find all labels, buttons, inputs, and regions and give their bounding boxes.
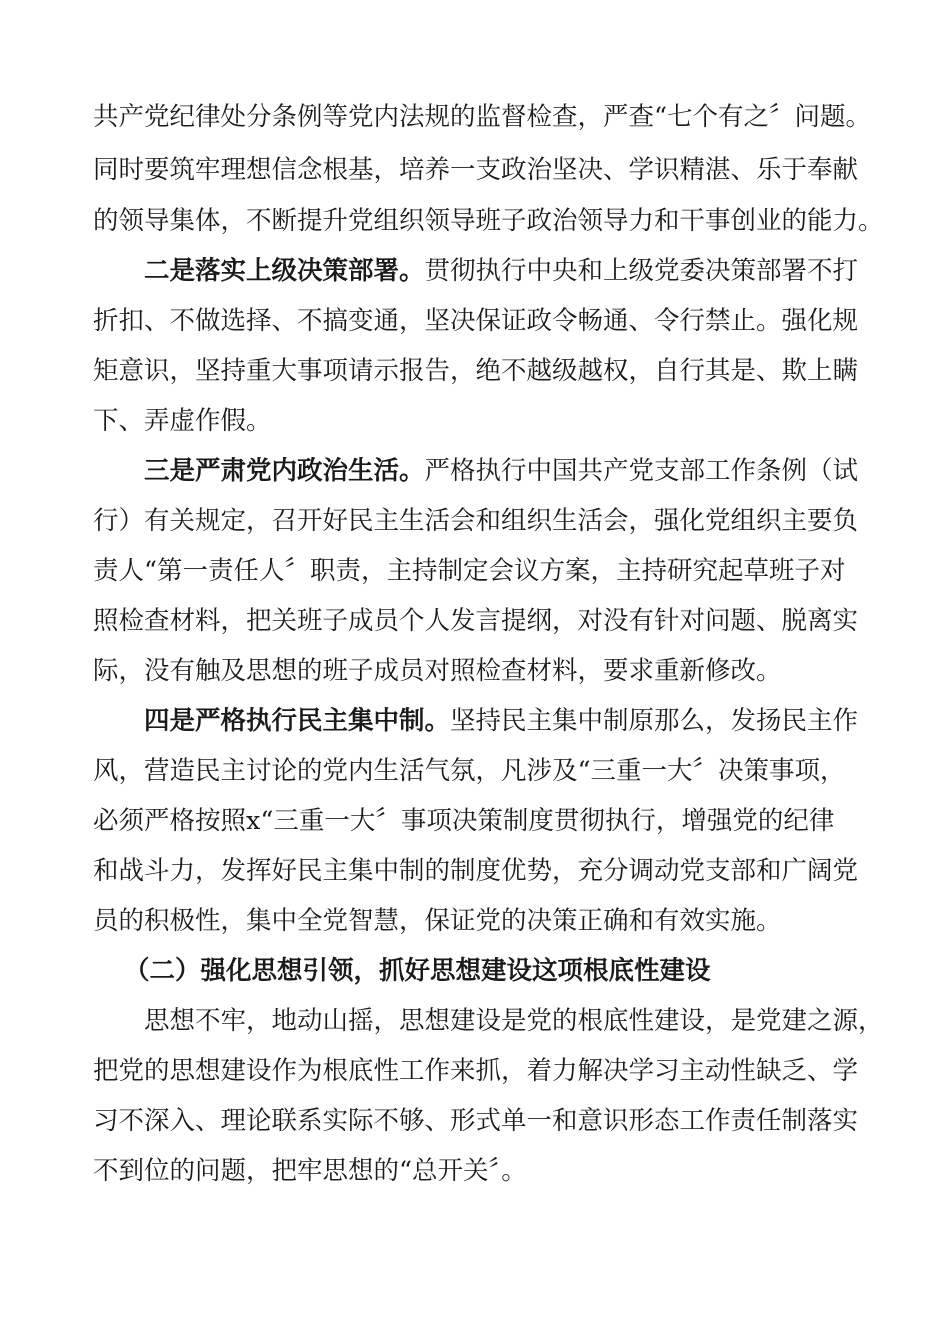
paragraph-4-line-3: 必须严格按照x“三重一大〞事项决策制度贯彻执行，增强党的纪律 bbox=[93, 806, 835, 836]
paragraph-4-line-2: 风，营造民主讨论的党内生活气氛，凡涉及“三重一大〞决策事项， bbox=[93, 756, 846, 786]
paragraph-3-line-3: 责人“第一责任人〞职责，主持制定会议方案，主持研究起草班子对 bbox=[93, 556, 846, 586]
paragraph-4-line-5: 员的积极性，集中全党智慧，保证党的决策正确和有效实施。 bbox=[93, 906, 782, 936]
paragraph-3-line-2: 行）有关规定，召开好民主生活会和组织生活会，强化党组织主要负 bbox=[93, 506, 859, 536]
paragraph-5-line-4: 不到位的问题，把牢思想的“总开关〞。 bbox=[93, 1156, 527, 1186]
paragraph-3-line-1-text: 严格执行中国共产党支部工作条例（试 bbox=[424, 456, 859, 486]
paragraph-4-lead: 四是严格执行民主集中制。 bbox=[144, 706, 451, 736]
paragraph-1-line-2: 同时要筑牢理想信念根基，培养一支政治坚决、学识精湛、乐于奉献 bbox=[93, 155, 859, 185]
paragraph-4-line-1 bbox=[144, 704, 858, 738]
paragraph-1-line-3: 的领导集体，不断提升党组织领导班子政治领导力和干事创业的能力。 bbox=[93, 206, 884, 236]
paragraph-1-line-1: 共产党纪律处分条例等党内法规的监督检查，严查“七个有之〞问题。 bbox=[93, 102, 872, 132]
paragraph-3-line-5: 际，没有触及思想的班子成员对照检查材料，要求重新修改。 bbox=[93, 656, 782, 686]
paragraph-4-line-1-text: 坚持民主集中制原那么，发扬民主作 bbox=[450, 706, 859, 736]
paragraph-2-line-1-text: 贯彻执行中央和上级党委决策部署不打 bbox=[424, 256, 859, 286]
paragraph-3-lead: 三是严肃党内政治生活。 bbox=[144, 456, 425, 486]
paragraph-5-line-1: 思想不牢，地动山摇，思想建设是党的根底性建设，是党建之源， bbox=[144, 1006, 884, 1036]
paragraph-3-line-1 bbox=[144, 454, 858, 488]
paragraph-2-line-3: 矩意识，坚持重大事项请示报告，绝不越级越权，自行其是、欺上瞒 bbox=[93, 356, 859, 386]
section-heading: （二）强化思想引领，抓好思想建设这项根底性建设 bbox=[124, 956, 711, 986]
paragraph-4-line-4: 和战斗力，发挥好民主集中制的制度优势，充分调动党支部和广阔党 bbox=[93, 856, 859, 886]
paragraph-2-line-2: 折扣、不做选择、不搞变通，坚决保证政令畅通、令行禁止。强化规 bbox=[93, 306, 859, 336]
paragraph-3-line-4: 照检查材料，把关班子成员个人发言提纲，对没有针对问题、脱离实 bbox=[93, 606, 859, 636]
paragraph-5-line-2: 把党的思想建设作为根底性工作来抓，着力解决学习主动性缺乏、学 bbox=[93, 1056, 859, 1086]
paragraph-2-line-1 bbox=[144, 254, 858, 288]
paragraph-2-lead: 二是落实上级决策部署。 bbox=[144, 256, 425, 286]
paragraph-2-line-4: 下、弄虚作假。 bbox=[93, 406, 272, 436]
paragraph-5-line-3: 习不深入、理论联系实际不够、形式单一和意识形态工作责任制落实 bbox=[93, 1106, 859, 1136]
